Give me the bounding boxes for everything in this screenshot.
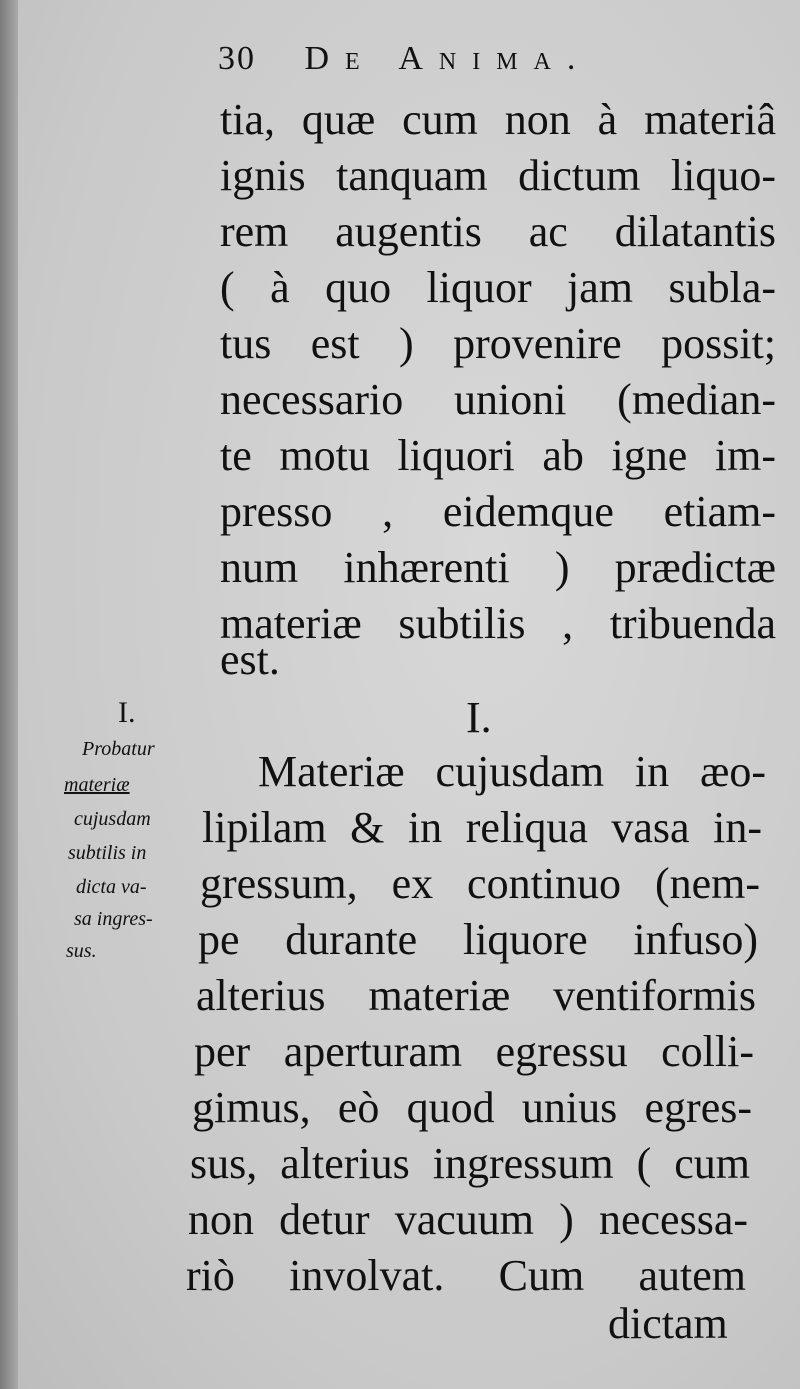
text-line: pe durante liquore infuso) bbox=[198, 915, 758, 964]
text-line: non detur vacuum ) necessa- bbox=[188, 1195, 748, 1244]
text-line: presso , eidemque etiam- bbox=[220, 487, 776, 536]
text-line: est. bbox=[220, 635, 280, 684]
section-number: I. bbox=[466, 693, 492, 742]
text-line: num inhærenti ) prædictæ bbox=[220, 543, 776, 592]
margin-note-line: cujusdam bbox=[74, 808, 151, 830]
text-line: ignis tanquam dictum liquo- bbox=[220, 151, 776, 200]
margin-note-line: materiæ bbox=[64, 774, 130, 796]
text-line: riò involvat. Cum autem bbox=[186, 1251, 746, 1300]
text-line: te motu liquori ab igne im- bbox=[220, 431, 776, 480]
text-line: ( à quo liquor jam subla- bbox=[220, 263, 776, 312]
text-line: sus, alterius ingressum ( cum bbox=[190, 1139, 750, 1188]
margin-note-line: sus. bbox=[66, 940, 97, 962]
text-line: rem augentis ac dilatantis bbox=[220, 207, 776, 256]
text-line: lipilam & in reliqua vasa in- bbox=[202, 803, 762, 852]
text-line: per aperturam egressu colli- bbox=[194, 1027, 754, 1076]
margin-note-line: subtilis in bbox=[68, 842, 147, 864]
text-line: materiæ subtilis , tribuenda bbox=[220, 599, 776, 648]
catchword: dictam bbox=[608, 1299, 728, 1348]
margin-note-line: dicta va- bbox=[76, 876, 147, 898]
margin-section-number: I. bbox=[118, 696, 136, 729]
running-title: De Anima. bbox=[304, 40, 592, 77]
margin-note-line: sa ingres- bbox=[74, 908, 153, 930]
text-line: Materiæ cujusdam in æo- bbox=[258, 747, 766, 796]
margin-note-line: Probatur bbox=[82, 738, 155, 760]
text-line: gressum, ex continuo (nem- bbox=[200, 859, 760, 908]
page-number: 30 bbox=[218, 40, 256, 77]
text-line: gimus, eò quod unius egres- bbox=[192, 1083, 752, 1132]
text-line: tus est ) provenire possit; bbox=[220, 319, 776, 368]
running-head bbox=[218, 40, 778, 78]
text-line: tia, quæ cum non à materiâ bbox=[220, 95, 776, 144]
text-line: alterius materiæ ventiformis bbox=[196, 971, 756, 1020]
text-line: necessario unioni (median- bbox=[220, 375, 776, 424]
